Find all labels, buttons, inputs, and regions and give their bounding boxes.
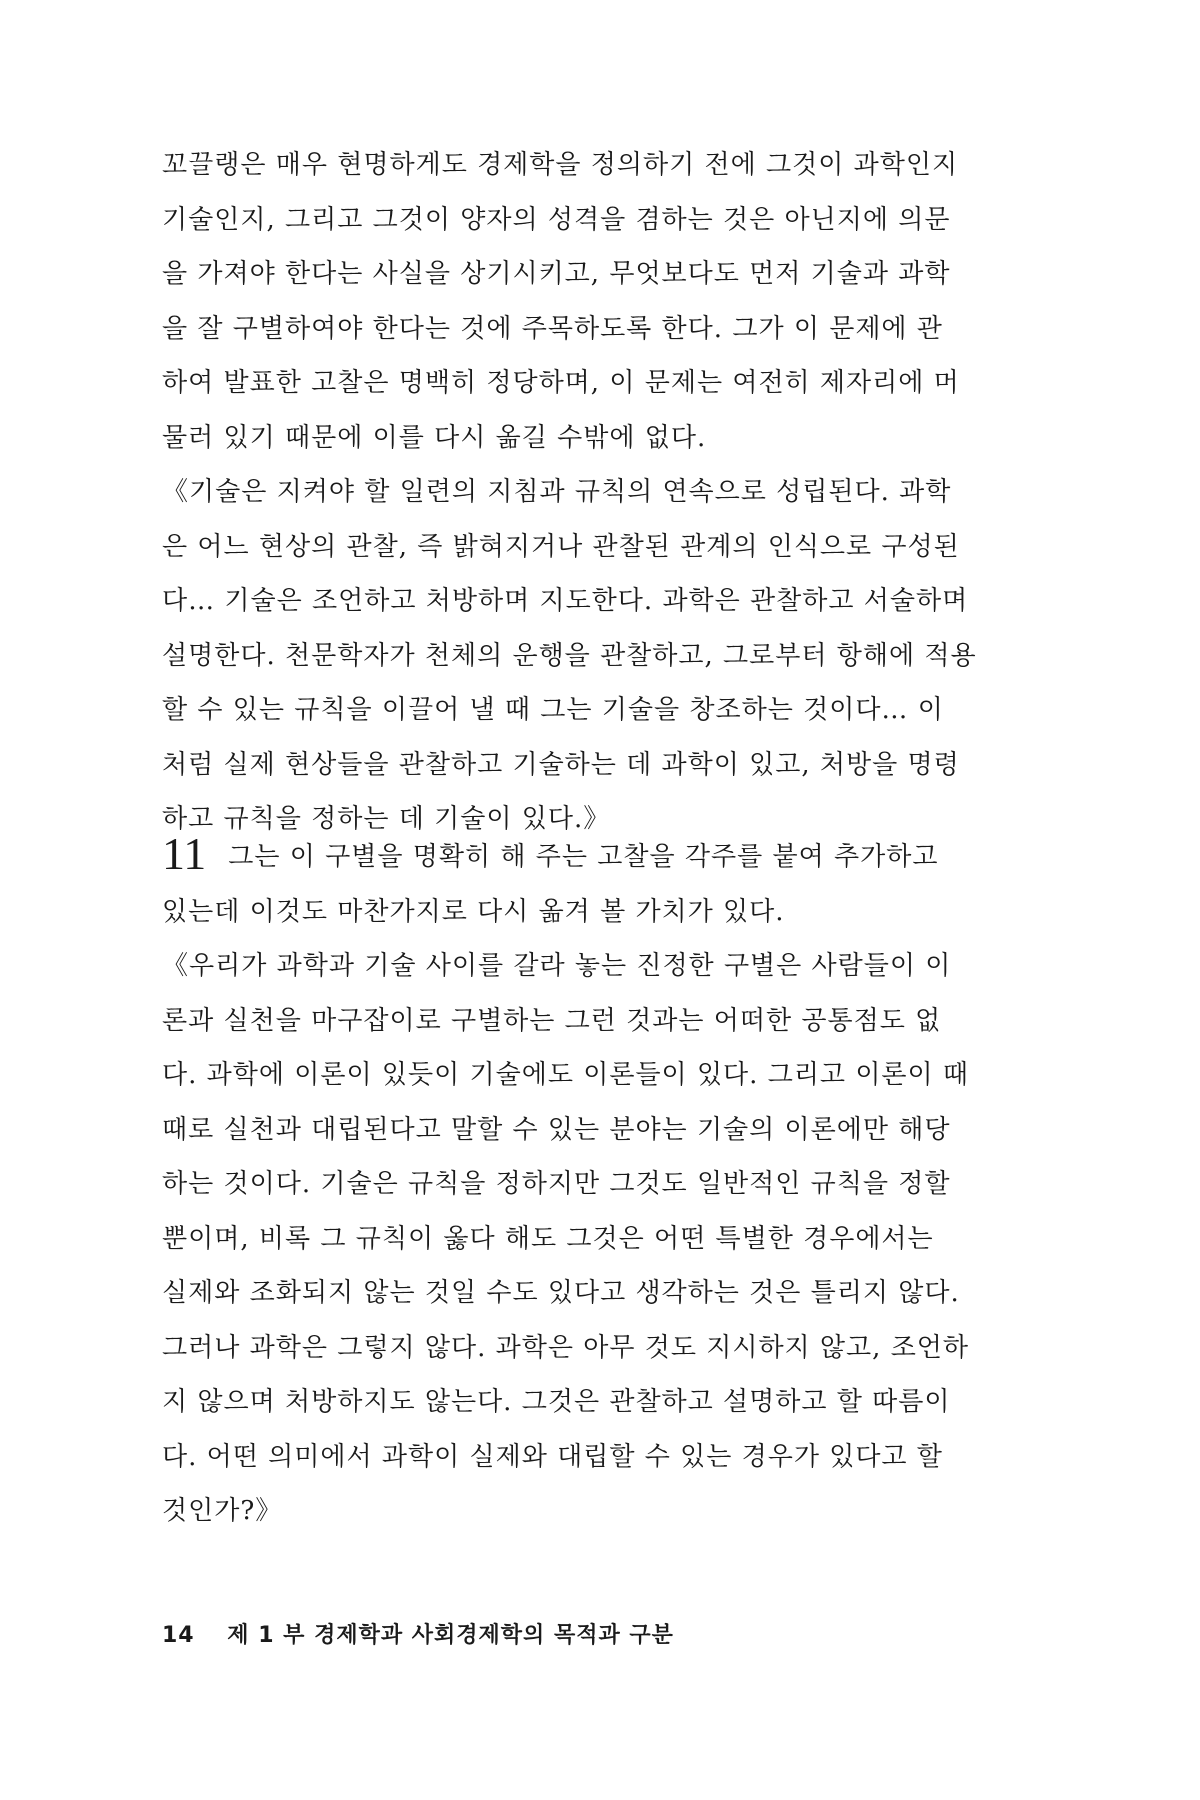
part-label: 제 1 부 — [227, 1623, 306, 1648]
text-block-upper — [162, 138, 1052, 847]
running-footer — [162, 1618, 1052, 1649]
section-paragraph-text: 그는 이 구별을 명확히 해 주는 고찰을 각주를 붙여 추가하고 있는데 이것도 마찬가지로 다시 옮겨 볼 가치가 있다. — [162, 842, 939, 927]
section-paragraph — [162, 830, 1052, 939]
body-paragraph: 꼬끌랭은 매우 현명하게도 경제학을 정의하기 전에 그것이 과학인지 기술인지, 그리고 그것이 양자의 성격을 겸하는 것은 아닌지에 의문 을 가져야 한다는 사실을 상기시키고, 무엇보다도 먼저 기술과 과학 을 잘 구별하여야 한다는 것에 주목하도록 한다. 그가 이 문제에 관 하여 발표한 고찰은 명백히 정당하며, 이 문제는 여전히 제자리에 머 물러 있기 때문에 이를 다시 옮길 수밖에 없다. — [162, 150, 960, 453]
chapter-title: 경제학과 사회경제학의 목적과 구분 — [314, 1623, 674, 1648]
section-number: 11 — [162, 828, 207, 879]
page-number: 14 — [162, 1623, 195, 1648]
block-quote: 《기술은 지켜야 할 일련의 지침과 규칙의 연속으로 성립된다. 과학 은 어느 현상의 관찰, 즉 밝혀지거나 관찰된 관계의 인식으로 구성된 다… 기술은 조언하고 처방하며 지도한다. 과학은 관찰하고 서술하며 설명한다. 천문학자가 천체의 운행을 관찰하고, 그로부터 항해에 적용 할 수 있는 규칙을 이끌어 낼 때 그는 기술을 창조하는 것이다… 이 처럼 실제 현상들을 관찰하고 기술하는 데 과학이 있고, 처방을 명령 하고 규칙을 정하는 데 기술이 있다.》 — [162, 477, 977, 834]
text-block-section-11 — [162, 830, 1052, 1539]
block-quote: 《우리가 과학과 기술 사이를 갈라 놓는 진정한 구별은 사람들이 이 론과 실천을 마구잡이로 구별하는 그런 것과는 어떠한 공통점도 없 다. 과학에 이론이 있듯이 기술에도 이론들이 있다. 그리고 이론이 때 때로 실천과 대립된다고 말할 수 있는 분야는 기술의 이론에만 해당 하는 것이다. 기술은 규칙을 정하지만 그것도 일반적인 규칙을 정할 뿐이며, 비록 그 규칙이 옳다 해도 그것은 어떤 특별한 경우에서는 실제와 조화되지 않는 것일 수도 있다고 생각하는 것은 틀리지 않다. 그러나 과학은 그렇지 않다. 과학은 아무 것도 지시하지 않고, 조언하 지 않으며 처방하지도 않는다. 그것은 관찰하고 설명하고 할 따름이 다. 어떤 의미에서 과학이 실제와 대립할 수 있는 경우가 있다고 할 것인가?》 — [162, 951, 970, 1526]
